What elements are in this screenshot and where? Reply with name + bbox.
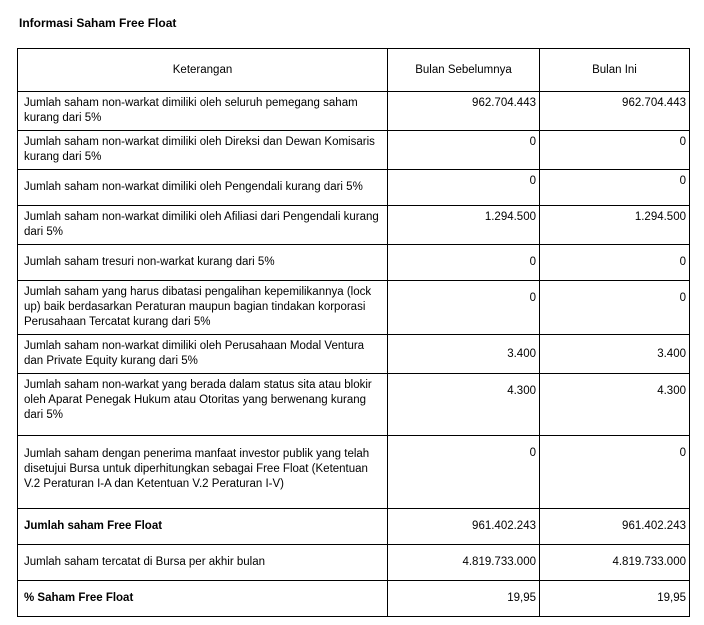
row-label: Jumlah saham non-warkat dimiliki oleh Pengendali kurang dari 5% xyxy=(18,170,388,206)
row-prev-value: 0 xyxy=(388,281,540,335)
table-row xyxy=(18,436,690,509)
row-label: Jumlah saham yang harus dibatasi pengalihan kepemilikannya (lock up) baik berdasarkan Peraturan maupun bagian tindakan korporasi Perusahaan Tercatat kurang dari 5% xyxy=(18,281,388,335)
row-label: Jumlah saham non-warkat dimiliki oleh seluruh pemegang saham kurang dari 5% xyxy=(18,92,388,131)
row-current-value: 961.402.243 xyxy=(540,509,690,545)
row-label: Jumlah saham non-warkat dimiliki oleh Perusahaan Modal Ventura dan Private Equity kurang dari 5% xyxy=(18,335,388,374)
summary-row-free-float-percent xyxy=(18,581,690,617)
row-current-value: 19,95 xyxy=(540,581,690,617)
row-current-value: 4.300 xyxy=(540,374,690,436)
row-prev-value: 19,95 xyxy=(388,581,540,617)
summary-row-listed-shares xyxy=(18,545,690,581)
row-label: Jumlah saham non-warkat dimiliki oleh Afiliasi dari Pengendali kurang dari 5% xyxy=(18,206,388,245)
row-label: % Saham Free Float xyxy=(18,581,388,617)
row-current-value: 0 xyxy=(540,131,690,170)
row-current-value: 962.704.443 xyxy=(540,92,690,131)
row-label: Jumlah saham Free Float xyxy=(18,509,388,545)
row-prev-value: 1.294.500 xyxy=(388,206,540,245)
table-row xyxy=(18,92,690,131)
table-row xyxy=(18,206,690,245)
summary-row-free-float xyxy=(18,509,690,545)
table-row xyxy=(18,131,690,170)
table-row xyxy=(18,245,690,281)
row-label: Jumlah saham non-warkat dimiliki oleh Direksi dan Dewan Komisaris kurang dari 5% xyxy=(18,131,388,170)
row-prev-value: 0 xyxy=(388,436,540,509)
row-prev-value: 3.400 xyxy=(388,335,540,374)
row-current-value: 1.294.500 xyxy=(540,206,690,245)
header-bulan-sebelumnya: Bulan Sebelumnya xyxy=(388,49,540,92)
row-current-value: 3.400 xyxy=(540,335,690,374)
header-bulan-ini: Bulan Ini xyxy=(540,49,690,92)
row-label: Jumlah saham dengan penerima manfaat investor publik yang telah disetujui Bursa untuk diperhitungkan sebagai Free Float (Ketentuan V.2 Peraturan I-A dan Ketentuan V.2 Peraturan I-V) xyxy=(18,436,388,509)
free-float-table xyxy=(17,48,690,617)
page-title: Informasi Saham Free Float xyxy=(19,16,177,30)
row-prev-value: 0 xyxy=(388,245,540,281)
row-prev-value: 0 xyxy=(388,131,540,170)
row-label: Jumlah saham tercatat di Bursa per akhir bulan xyxy=(18,545,388,581)
row-current-value: 0 xyxy=(540,281,690,335)
row-current-value: 0 xyxy=(540,245,690,281)
row-prev-value: 4.300 xyxy=(388,374,540,436)
table-row xyxy=(18,335,690,374)
row-current-value: 0 xyxy=(540,170,690,206)
header-keterangan: Keterangan xyxy=(18,49,388,92)
row-current-value: 0 xyxy=(540,436,690,509)
row-current-value: 4.819.733.000 xyxy=(540,545,690,581)
table-row xyxy=(18,374,690,436)
row-prev-value: 961.402.243 xyxy=(388,509,540,545)
table-header-row xyxy=(18,49,690,92)
row-label: Jumlah saham tresuri non-warkat kurang dari 5% xyxy=(18,245,388,281)
row-prev-value: 962.704.443 xyxy=(388,92,540,131)
row-prev-value: 4.819.733.000 xyxy=(388,545,540,581)
row-prev-value: 0 xyxy=(388,170,540,206)
table-row xyxy=(18,170,690,206)
row-label: Jumlah saham non-warkat yang berada dalam status sita atau blokir oleh Aparat Penegak Hukum atau Otoritas yang berwenang kurang dari 5% xyxy=(18,374,388,436)
table-row xyxy=(18,281,690,335)
